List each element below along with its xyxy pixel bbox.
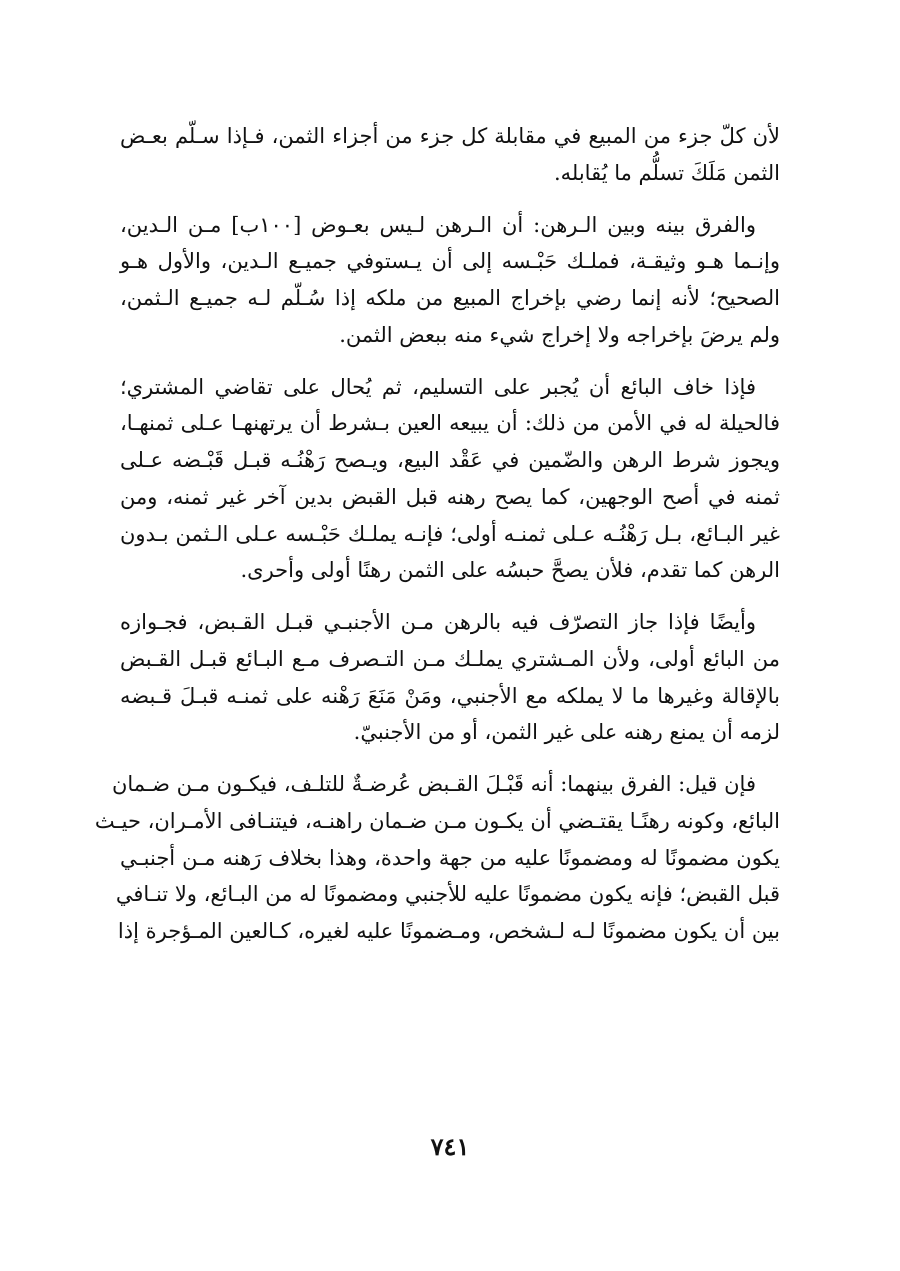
text-line: قبل القبض؛ فإنه يكون مضمونًا عليه للأجنبي ومضمونًا له من البـائع، ولا تنـافي — [115, 882, 780, 907]
page-body — [94, 118, 780, 965]
text-line: ولم يرضَ بإخراجه ولا إخراج شيء منه ببعض الثمن. — [339, 322, 780, 347]
text-line: بالإقالة وغيرها ما لا يملكه مع الأجنبي، ومَنْ مَنَعَ رَهْنه على ثمنـه قبـلَ قـبضه — [120, 683, 780, 708]
text-line: الرهن كما تقدم، فلأن يصحَّ حبسُه على الثمن رهنًا أولى وأحرى. — [240, 558, 780, 583]
text-line: فإذا خاف البائع أن يُجبر على التسليم، ثم يُحال على تقاضي المشتري؛ — [120, 374, 756, 399]
paragraph-3 — [120, 369, 780, 590]
text-line: الصحيح؛ لأنه إنما رضي بإخراج المبيع من ملكه إذا سُـلّم لـه جميـع الـثمن، — [120, 286, 780, 310]
text-line: البائع، وكونه رهنًـا يقتـضي أن يكـون مـن ضـمان راهنـه، فيتنـافى الأمـران، حيـث — [94, 808, 780, 833]
text-line: وأيضًا فإذا جاز التصرّف فيه بالرهن مـن الأجنبـي قبـل القـبض، فجـوازه — [120, 610, 756, 634]
page-number: ٧٤١ — [430, 1132, 470, 1161]
text-line: من البائع أولى، ولأن المـشتري يملـك مـن التـصرف مـع البـائع قبـل القـبض — [120, 646, 780, 671]
paragraph-2 — [120, 207, 780, 354]
text-line: لأن كلّ جزء من المبيع في مقابلة كل جزء من أجزاء الثمن، فـإذا سـلّم بعـض — [120, 124, 780, 148]
paragraph-5 — [94, 766, 780, 950]
text-line: وإنـما هـو وثيقـة، فملـك حَبْـسه إلى أن يـستوفي جميـع الـدين، والأول هـو — [120, 249, 780, 274]
text-line: ويجوز شرط الرهن والضّمين في عَقْد البيع، ويـصح رَهْنُـه قبـل قَبْـضه عـلى — [120, 448, 780, 472]
text-line: ثمنه في أصح الوجهين، كما يصح رهنه قبل القبض بدين آخر غير ثمنه، ومن — [120, 484, 780, 509]
paragraph-4 — [120, 604, 780, 751]
text-line: بين أن يكون مضمونًا لـه لـشخص، ومـضمونًا عليه لغيره، كـالعين المـؤجرة إذا — [117, 919, 780, 943]
text-line: فالحيلة له في الأمن من ذلك: أن يبيعه العين بـشرط أن يرتهنهـا عـلى ثمنهـا، — [120, 411, 780, 436]
text-line: الثمن مَلَكَ تسلُّم ما يُقابله. — [553, 160, 780, 185]
text-line: يكون مضمونًا له ومضمونًا عليه من جهة واحدة، وهذا بخلاف رَهنه مـن أجنبـي — [120, 845, 780, 870]
text-line: والفرق بينه وبين الـرهن: أن الـرهن لـيس بعـوض [١٠٠ب] مـن الـدين، — [120, 212, 757, 237]
text-line: فإن قيل: الفرق بينهما: أنه قَبْـلَ القـبض عُرضـةٌ للتلـف، فيكـون مـن ضـمان — [111, 772, 756, 796]
paragraph-1 — [120, 118, 780, 192]
text-line: لزمه أن يمنع رهنه على غير الثمن، أو من الأجنبيّ. — [353, 720, 780, 745]
text-line: غير البـائع، بـل رَهْنُـه عـلى ثمنـه أولى؛ فإنـه يملـك حَبْـسه عـلى الـثمن بـدون — [120, 521, 780, 546]
